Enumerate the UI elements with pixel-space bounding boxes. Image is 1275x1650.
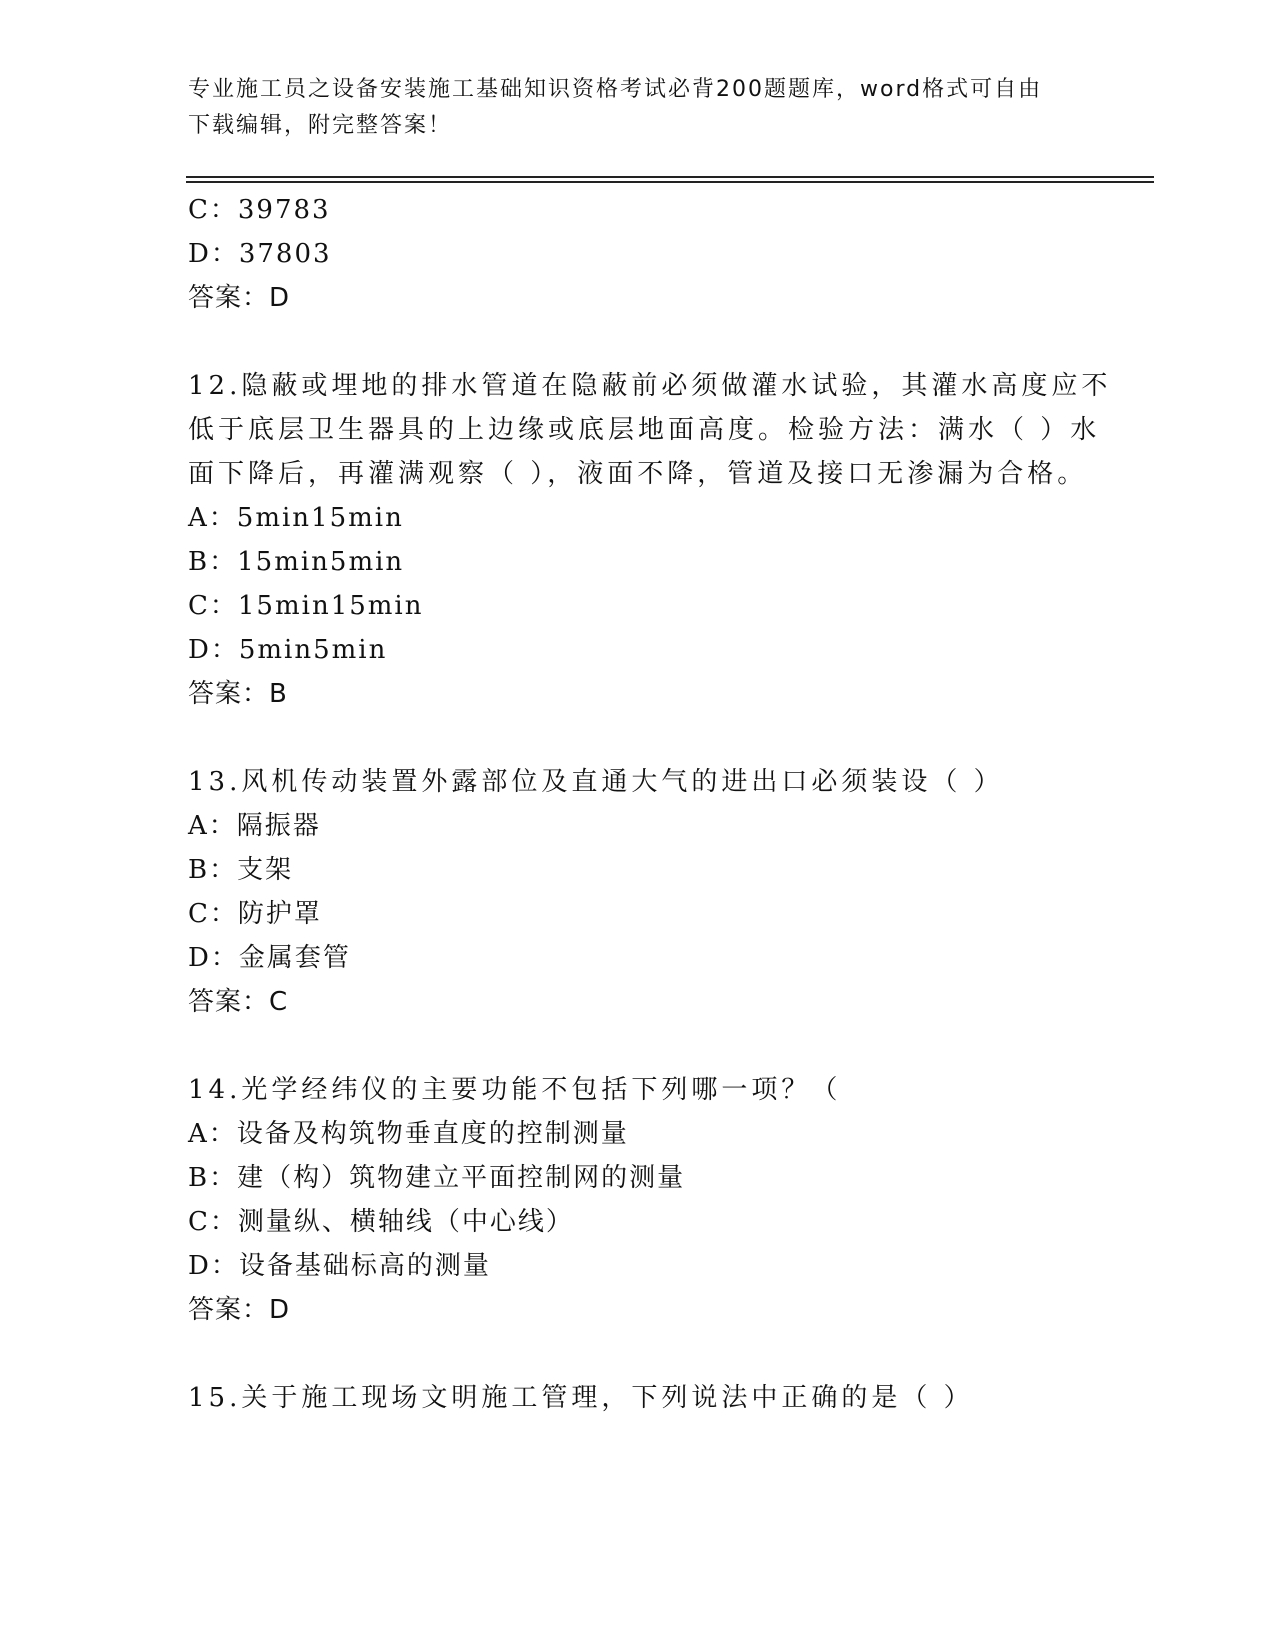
q13-option-d: D：金属套管 — [188, 943, 351, 973]
header-title-line-2: 下载编辑，附完整答案！ — [188, 113, 453, 138]
q14-stem-line-1: 14.光学经纬仪的主要功能不包括下列哪一项？（ — [188, 1075, 842, 1105]
q12-option-c: C：15min15min — [188, 591, 424, 621]
q12-stem-line-2: 低于底层卫生器具的上边缘或底层地面高度。检验方法：满水（ ）水 — [188, 415, 1101, 445]
header-divider-bottom — [186, 181, 1154, 183]
q15-stem-line-1: 15.关于施工现场文明施工管理，下列说法中正确的是（ ） — [188, 1383, 974, 1413]
q11-answer: 答案：D — [188, 283, 291, 313]
q12-answer: 答案：B — [188, 679, 288, 709]
document-header — [188, 72, 1088, 144]
q14-answer: 答案：D — [188, 1295, 291, 1325]
q13-answer: 答案：C — [188, 987, 289, 1017]
q14-option-c: C：测量纵、横轴线（中心线） — [188, 1207, 574, 1237]
q13-stem-line-1: 13.风机传动装置外露部位及直通大气的进出口必须装设（ ） — [188, 767, 1004, 797]
q12-stem-line-3: 面下降后，再灌满观察（ ），液面不降，管道及接口无渗漏为合格。 — [188, 459, 1088, 489]
header-divider-top — [186, 176, 1154, 178]
q12-stem-line-1: 12.隐蔽或埋地的排水管道在隐蔽前必须做灌水试验，其灌水高度应不 — [188, 371, 1112, 401]
q14-option-b: B：建（构）筑物建立平面控制网的测量 — [188, 1163, 686, 1193]
q12-option-d: D：5min5min — [188, 635, 388, 665]
q14-option-a: A：设备及构筑物垂直度的控制测量 — [188, 1119, 629, 1149]
q13-option-a: A：隔振器 — [188, 811, 321, 841]
q12-option-b: B：15min5min — [188, 547, 405, 577]
q12-option-a: A：5min15min — [188, 503, 404, 533]
q11-option-d: D：37803 — [188, 239, 332, 269]
q13-option-b: B：支架 — [188, 855, 294, 885]
header-title-line-1: 专业施工员之设备安装施工基础知识资格考试必背200题题库，word格式可自由 — [188, 77, 1043, 102]
q13-option-c: C：防护罩 — [188, 899, 322, 929]
q14-option-d: D：设备基础标高的测量 — [188, 1251, 491, 1281]
q11-option-c: C：39783 — [188, 195, 331, 225]
